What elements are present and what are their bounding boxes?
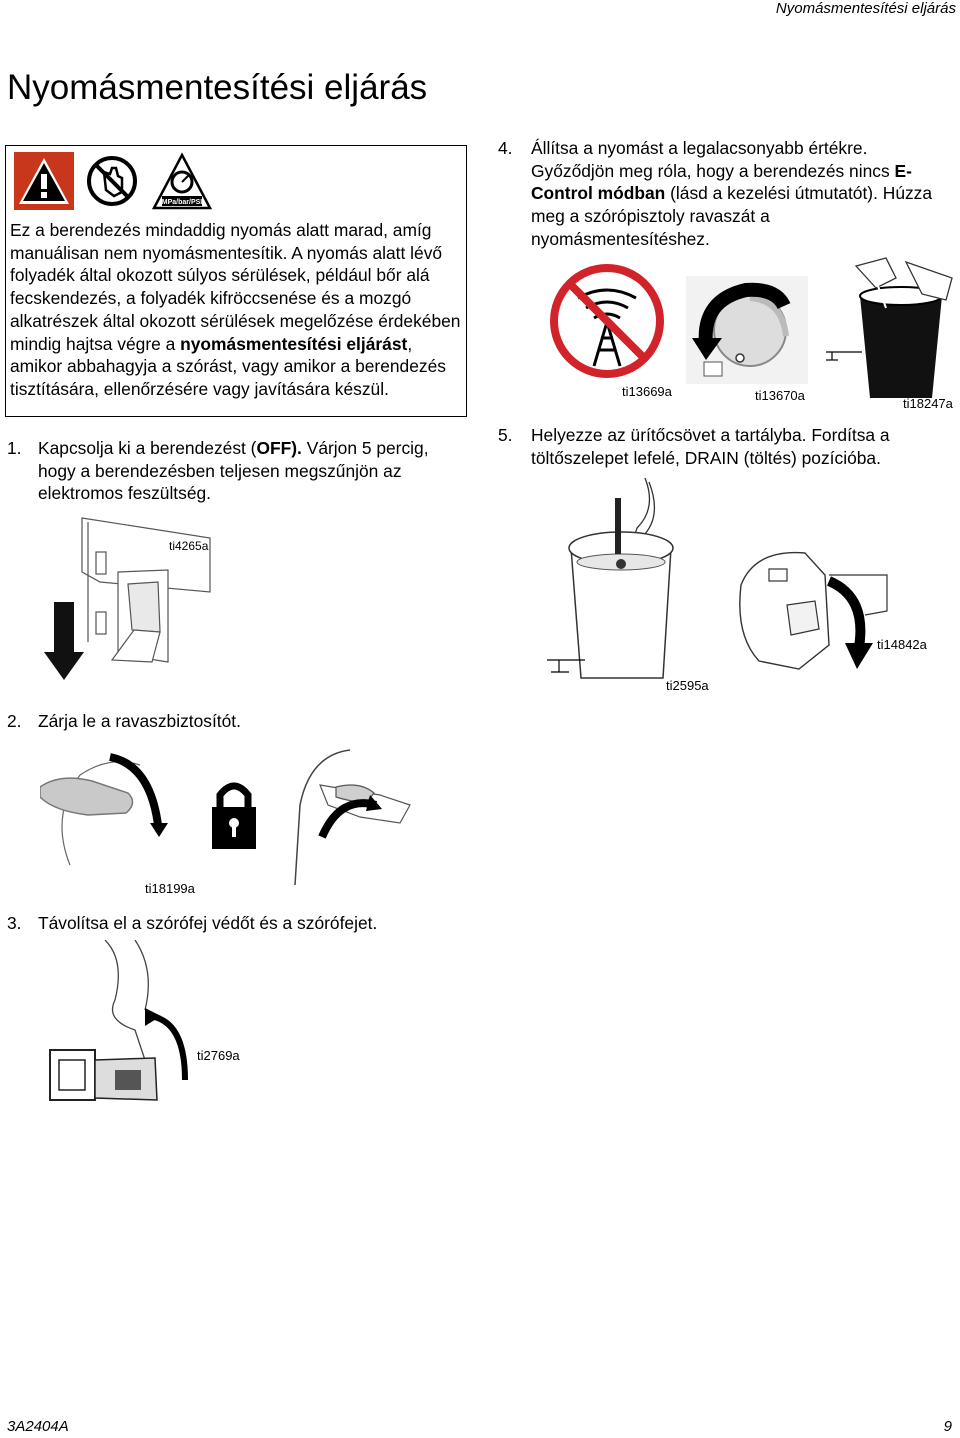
pressure-warning-icon [154, 155, 210, 208]
figure-tip-removal [45, 940, 205, 1140]
figure-prime-valve [735, 545, 889, 670]
caption-ti18247a: ti18247a [903, 396, 953, 411]
step-4-text: Állítsa a nyomást a legalacsonyabb értékre. Győződjön meg róla, hogy a berendezés nincs E-Control módban (lásd a kezelési útmutatót). Húzza meg a szórópisztoly ravaszát a nyomásmentesítéshez. [531, 138, 933, 249]
figure-trigger-lock [40, 745, 420, 885]
figure-power-switch [40, 512, 220, 682]
footer-doc-code: 3A2404A [7, 1418, 69, 1435]
svg-text:MPa/bar/PSI: MPa/bar/PSI [161, 199, 203, 206]
caption-ti13670a: ti13670a [755, 388, 805, 403]
caption-ti14842a: ti14842a [877, 637, 927, 652]
figure-bucket-trigger [826, 256, 958, 398]
lock-icon [212, 786, 256, 849]
no-signal-icon [554, 268, 660, 374]
warning-icons [14, 152, 214, 212]
caption-ti2769a: ti2769a [197, 1048, 240, 1063]
figure-drain-bucket [545, 478, 675, 688]
page-title: Nyomásmentesítési eljárás [7, 68, 428, 107]
caption-ti4265a: ti4265a [169, 539, 209, 553]
warning-triangle-icon [14, 152, 74, 210]
warning-text: Ez a berendezés mindaddig nyomás alatt marad, amíg manuálisan nem nyomásmentesítik. A nyomás alatt lévő folyadék által okozott súlyos sérülések, például bőr alá fecskendezés, a folyadék kifröccsenése és a mozgó alkatrészek által okozott sérülések megelőzése érdekében mindig hajtsa végre a nyomásmentesítési eljárást, amikor abbahagyja a szórást, vagy amikor a berendezés tisztítására, ellenőrzésére vagy javítására készül. [10, 220, 461, 399]
running-header: Nyomásmentesítési eljárás [775, 0, 956, 17]
figure-pressure-knob [686, 276, 808, 384]
warning-box [5, 145, 467, 417]
no-hand-icon [89, 158, 135, 204]
caption-ti2595a: ti2595a [666, 678, 709, 693]
footer-page-number: 9 [943, 1418, 952, 1435]
figure-no-wireless-sign [548, 262, 666, 380]
caption-ti18199a: ti18199a [145, 881, 195, 896]
caption-ti13669a: ti13669a [622, 384, 672, 399]
step-1-text: Kapcsolja ki a berendezést (OFF). Várjon 5 percig, hogy a berendezésben teljesen megszűnjön az elektromos feszültség. [38, 438, 429, 504]
